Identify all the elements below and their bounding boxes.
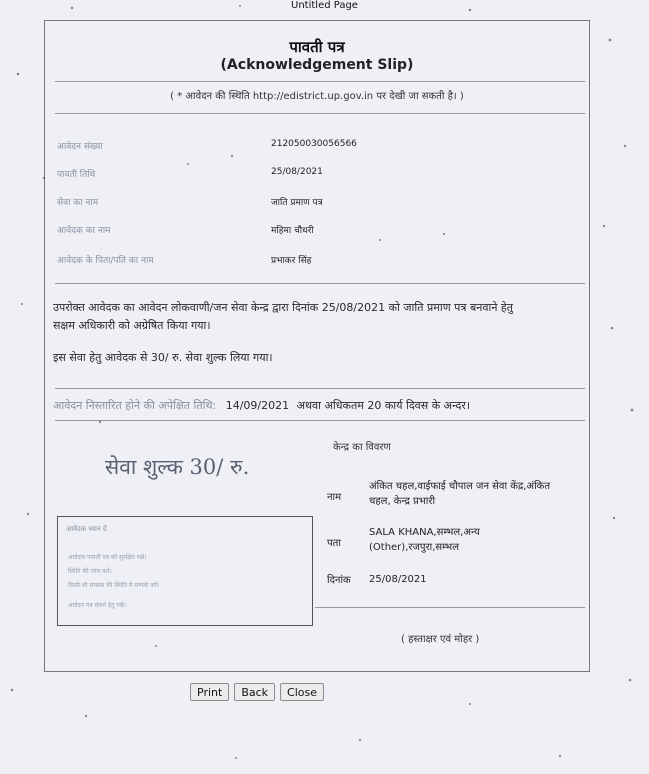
instructions-title: आवेदक ध्यान दें: [66, 525, 107, 533]
close-button[interactable]: Close: [280, 683, 324, 701]
center-name-label: नाम: [327, 492, 342, 503]
applicant-name-label: आवेदक का नाम: [57, 226, 111, 236]
forwarding-statement-line2: सक्षम अधिकारी को अग्रेषित किया गया।: [53, 319, 211, 332]
status-note: ( * आवेदन की स्थिति http://edistrict.up.gov.in पर देखी जा सकती है। ): [170, 91, 464, 102]
signature-label: ( हस्ताक्षर एवं मोहर ): [401, 634, 480, 645]
divider: [55, 81, 585, 82]
page-title: Untitled Page: [291, 0, 358, 11]
disposal-date-row: [53, 397, 470, 415]
center-address-value: SALA KHANA,सम्भल,अन्य (Other),रजपुरा,सम्भल: [369, 527, 480, 553]
center-date-value: 25/08/2021: [369, 574, 427, 585]
application-number-value: 212050030056566: [271, 139, 357, 149]
action-buttons: [190, 683, 324, 701]
divider: [315, 607, 585, 608]
disposal-date-label: आवेदन निस्तारित होने की अपेक्षित तिथि:: [53, 399, 217, 412]
service-name-label: सेवा का नाम: [57, 198, 99, 208]
disposal-date-suffix: अथवा अधिकतम 20 कार्य दिवस के अन्दर।: [296, 399, 470, 412]
divider: [55, 388, 585, 389]
father-name-value: प्रभाकर सिंह: [271, 256, 312, 266]
receipt-date-label: पावती तिथि: [57, 170, 96, 180]
divider: [55, 283, 585, 284]
print-button[interactable]: Print: [190, 683, 229, 701]
fee-statement: इस सेवा हेतु आवेदक से 30/ रु. सेवा शुल्क लिया गया।: [53, 351, 273, 364]
instruction-line: आवेदन पत्र संदर्भ हेतु रखें।: [68, 602, 127, 609]
receipt-date-value: 25/08/2021: [271, 167, 323, 177]
service-name-value: जाति प्रमाण पत्र: [271, 198, 323, 208]
divider: [55, 113, 585, 114]
father-name-label: आवेदक के पिता/पति का नाम: [57, 256, 154, 266]
center-name-value: अंकित चहल,वाईफाई चौपाल जन सेवा केंद्र,अंकित चहल, केन्द्र प्रभारी: [369, 481, 551, 507]
center-details-heading: केन्द्र का विवरण: [333, 442, 391, 453]
instruction-line: स्थिति की जांच करें।: [68, 568, 112, 575]
instruction-line: किसी भी समस्या की स्थिति में सम्पर्क करें।: [68, 582, 160, 589]
disposal-date-value: 14/09/2021: [225, 399, 290, 412]
slip-title: पावती पत्र: [289, 38, 345, 56]
forwarding-statement-line1: उपरोक्त आवेदक का आवेदन लोकवाणी/जन सेवा केन्द्र द्वारा दिनांक 25/08/2021 को जाति प्रमाण पत्र बनवाने हेतु: [53, 301, 514, 314]
slip-subtitle: (Acknowledgement Slip): [220, 57, 414, 73]
applicant-name-value: महिमा चौधरी: [271, 226, 314, 236]
applicant-instructions-box: [57, 516, 313, 626]
center-date-label: दिनांक: [327, 575, 351, 586]
instruction-line: आवेदक पावती पत्र को सुरक्षित रखें।: [68, 554, 147, 561]
divider: [55, 420, 585, 421]
acknowledgement-slip: [44, 20, 590, 672]
back-button[interactable]: Back: [234, 683, 275, 701]
application-number-label: आवेदन संख्या: [57, 142, 103, 152]
service-fee-stamp: सेवा शुल्क 30/ रु.: [105, 455, 250, 479]
center-address-label: पता: [327, 538, 341, 549]
